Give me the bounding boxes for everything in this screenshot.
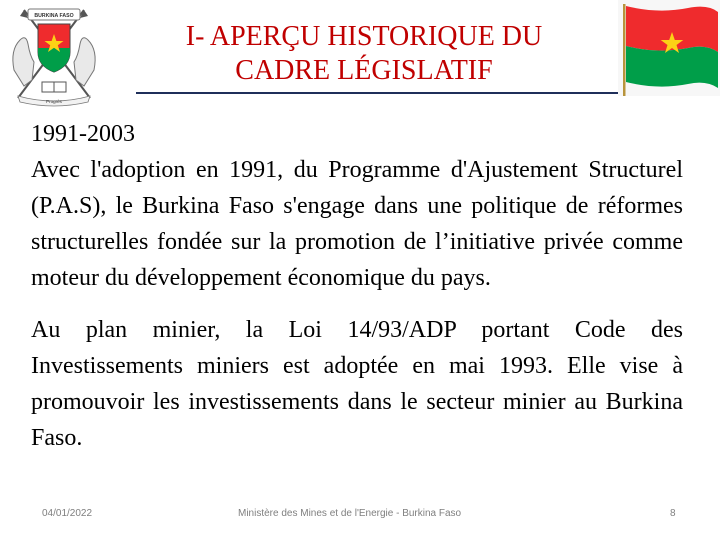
title-line-1: I- APERÇU HISTORIQUE DU	[185, 21, 543, 52]
title-underline	[136, 92, 618, 94]
coat-of-arms-icon	[0, 0, 108, 108]
footer-page-number: 8	[670, 508, 676, 519]
footer-date: 04/01/2022	[42, 508, 93, 519]
slide-title	[96, 20, 632, 88]
slide-body	[31, 116, 683, 456]
paragraph-1: Avec l'adoption en 1991, du Programme d'Ajustement Structurel (P.A.S), le Burkina Faso s'engage dans une politique de réformes structurelles fondée sur la promotion de l’initiative privée comme moteur du développement économique du pays.	[31, 157, 683, 291]
paragraph-2: Au plan minier, la Loi 14/93/ADP portant Code des Investissements miniers est adoptée en mai 1993. Elle vise à promouvoir les investissements dans le secteur minier au Burkina Faso.	[31, 317, 683, 451]
title-line-2: CADRE LÉGISLATIF	[235, 55, 493, 86]
footer-organization: Ministère des Mines et de l'Energie - Burkina Faso	[238, 508, 462, 519]
period-label: 1991-2003	[31, 121, 135, 147]
emblem-top-text: BURKINA FASO	[34, 13, 74, 19]
burkina-faso-flag-icon	[618, 0, 720, 96]
emblem-motto: Progrès	[46, 99, 62, 104]
